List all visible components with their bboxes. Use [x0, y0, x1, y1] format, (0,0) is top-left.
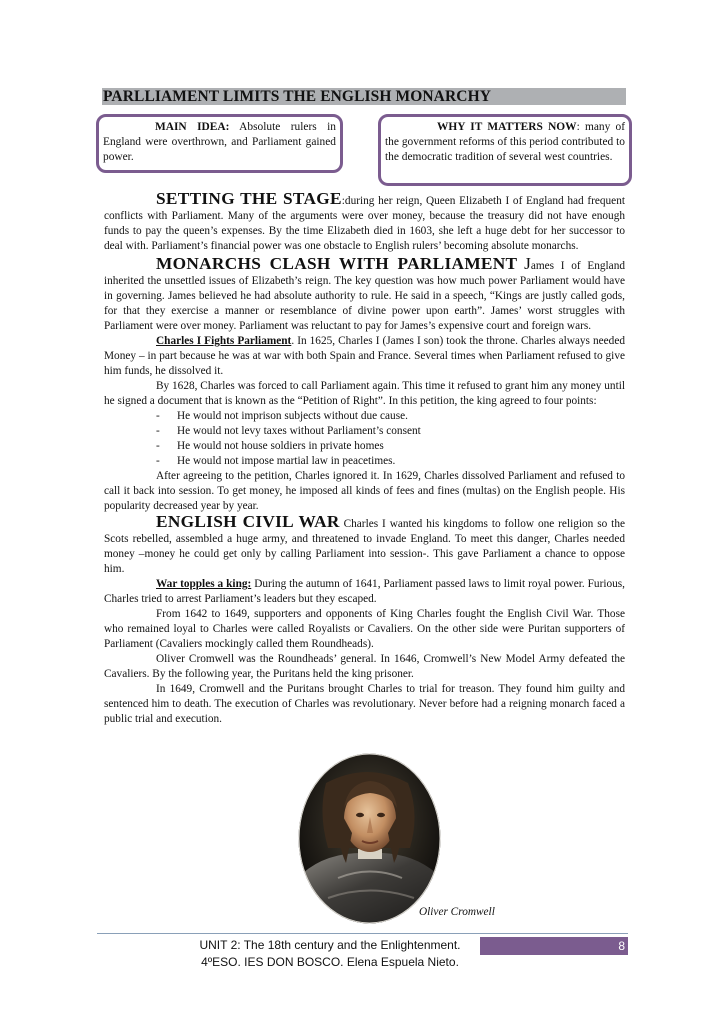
page-number-box	[478, 937, 628, 955]
list-item: - He would not house soldiers in private homes	[156, 440, 384, 452]
page-title: PARLLIAMENT LIMITS THE ENGLISH MONARCHY	[103, 88, 492, 105]
list-item: - He would not levy taxes without Parliament’s consent	[156, 425, 421, 437]
civil-war-paragraph	[104, 514, 625, 577]
war-topples-body: During the autumn of 1641, Parliament passed laws to limit royal power. Furious, Charles tried to arrest Parliament’s leaders but they escaped.	[104, 578, 625, 605]
petition-points-list	[104, 409, 625, 469]
war-topples-subhead: War topples a king:	[156, 578, 252, 590]
why-it-matters-box	[378, 114, 632, 186]
setting-stage-paragraph	[104, 191, 625, 254]
footer-divider	[97, 933, 628, 934]
setting-stage-heading: SETTING THE STAGE	[156, 189, 342, 208]
war-topples-paragraph	[104, 577, 625, 607]
why-it-matters-label: WHY IT MATTERS NOW	[437, 121, 577, 133]
cromwell-portrait	[298, 753, 441, 924]
petition-point-4: He would not impose martial law in peacetimes.	[177, 455, 396, 467]
page-box-separator	[478, 937, 480, 955]
petition-point-2: He would not levy taxes without Parliament’s consent	[177, 425, 421, 437]
main-idea-text	[103, 120, 336, 165]
monarchs-clash-paragraph	[104, 256, 625, 334]
why-it-matters-text	[385, 120, 625, 165]
civil-war-years-paragraph: From 1642 to 1649, supporters and opponents of King Charles fought the English Civil War. Those who remained loyal to Charles were called Royalists or Cavaliers. On the other side were Puritan supporters of Parliament (Cavaliers mockingly called them Roundheads).	[104, 608, 625, 650]
main-idea-box	[96, 114, 343, 173]
execution-paragraph: In 1649, Cromwell and the Puritans brought Charles to trial for treason. They found him guilty and sentenced him to death. The execution of Charles was revolutionary. Never before had a reigning monarch faced a public trial and execution.	[104, 683, 625, 725]
petition-point-1: He would not imprison subjects without due cause.	[177, 410, 408, 422]
cromwell-paragraph: Oliver Cromwell was the Roundheads’ general. In 1646, Cromwell’s New Model Army defeated the Cavaliers. By the following year, the Puritans held the king prisoner.	[104, 653, 625, 680]
footer	[180, 937, 480, 971]
list-item: - He would not impose martial law in peacetimes.	[156, 455, 396, 467]
charles-fights-body: . In 1625, Charles I (James I son) took the throne. Charles always needed Money – in part because he was at war with both Spain and France. Several times when Parliament refused to give him funds, he dissolved it.	[104, 335, 625, 377]
petition-point-3: He would not house soldiers in private homes	[177, 440, 384, 452]
main-text	[104, 191, 625, 727]
monarchs-clash-initial: J	[524, 254, 531, 273]
civil-war-heading: ENGLISH CIVIL WAR	[156, 512, 340, 531]
main-idea-label: MAIN IDEA:	[155, 121, 230, 133]
portrait-caption: Oliver Cromwell	[419, 906, 495, 918]
title-bar	[102, 88, 626, 105]
petition-paragraph: By 1628, Charles was forced to call Parliament again. This time it refused to grant him any money until he signed a document that is known as the “Petition of Right”. In this petition, the king agreed to four points:	[104, 380, 625, 407]
footer-line-2: 4ºESO. IES DON BOSCO. Elena Espuela Nieto.	[201, 955, 459, 969]
petition-after-paragraph: After agreeing to the petition, Charles ignored it. In 1629, Charles dissolved Parliament and refused to call it back into session. To get money, he imposed all kinds of fees and fines (multas) on the English people. His popularity decreased year by year.	[104, 470, 625, 512]
footer-line-1: UNIT 2: The 18th century and the Enlightenment.	[199, 938, 461, 952]
monarchs-clash-body: ames I of England inherited the unsettled issues of Elizabeth’s reign. The key question was how much power Parliament would have in governing. James believed he had absolute authority to rule. He said in a speech, “Kings are justly called gods, for that they exercise a manner or resemblance of divine power upon earth”. James’ worst struggles with Parliament were over money. Parliament was reluctant to pay for James’s expensive court and foreign wars.	[104, 260, 625, 332]
charles-fights-paragraph	[104, 334, 625, 379]
setting-stage-body: :during her reign, Queen Elizabeth I of England had frequent conflicts with Parliament. Many of the arguments were over money, because the treasury did not have enough funds to pay the queen’s expenses. By the time Elizabeth died in 1603, she left a huge debt for her successor to deal with. Parliament’s financial power was one obstacle to English rulers’ becoming absolute monarchs.	[104, 195, 625, 252]
charles-fights-subhead: Charles I Fights Parliament	[156, 335, 292, 347]
page-number: 8	[618, 939, 625, 953]
main-idea-body: Absolute rulers in England were overthrown, and Parliament gained power.	[103, 121, 336, 163]
monarchs-clash-heading: MONARCHS CLASH WITH PARLIAMENT	[156, 254, 518, 273]
list-item: - He would not imprison subjects without due cause.	[156, 410, 408, 422]
why-it-matters-body: : many of the government reforms of this period contributed to the democratic tradition of several west countries.	[385, 121, 625, 163]
civil-war-body: Charles I wanted his kingdoms to follow one religion so the Scots rebelled, assembled a huge army, and threatened to invade England. To meet this danger, Charles needed money –money he could get only by calling Parliament into session-. This gave Parliament a chance to oppose him.	[104, 518, 625, 575]
